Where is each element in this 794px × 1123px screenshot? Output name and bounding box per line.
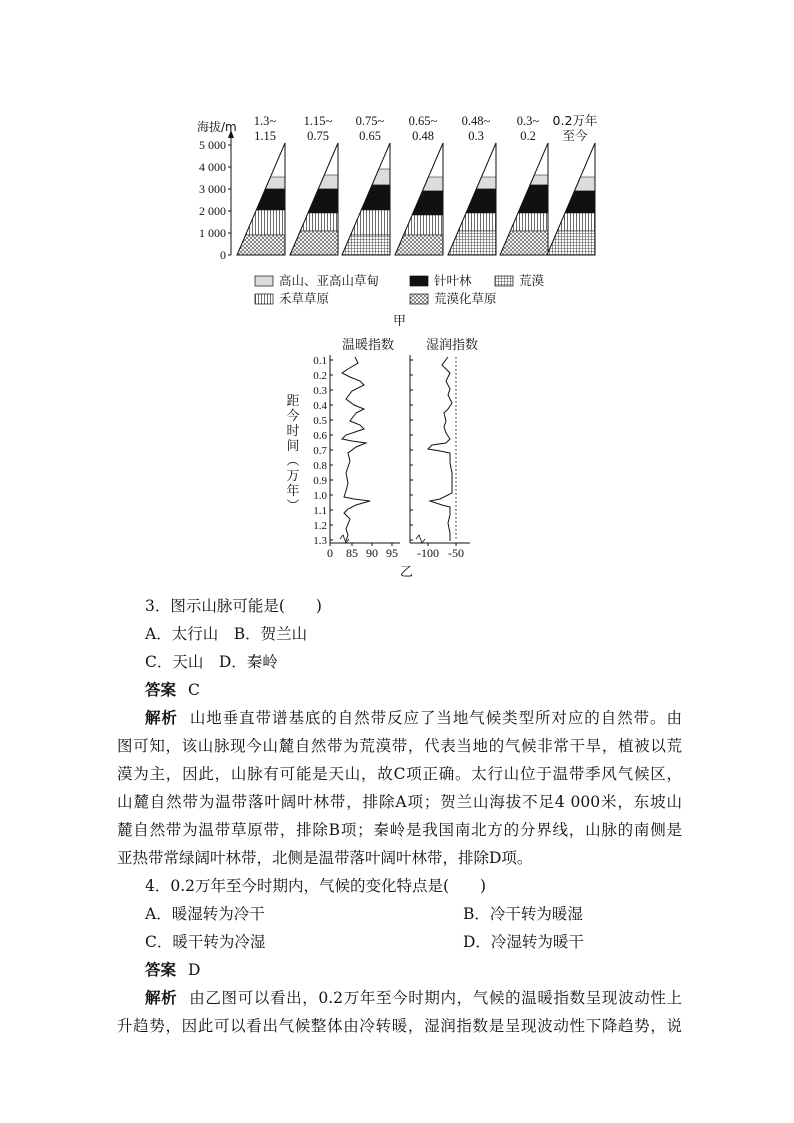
y-tick-label: 5 000 [199,138,226,152]
answer-label: 答案 [145,961,177,979]
period-label-bottom: 0.2 [520,129,536,143]
period-label-bottom: 0.65 [359,129,381,143]
q3-analysis-line: 漠为主，因此，山脉有可能是天山，故C项正确。太行山位于温带季风气候区， [117,765,682,783]
period-label-bottom: 0.3 [468,129,484,143]
period-label-bottom: 至今 [562,128,588,143]
warmth-index-title: 温暖指数 [342,338,395,353]
vegetation-band [361,185,390,210]
q4-option-b: B．冷干转为暖湿 [463,905,583,923]
climate-index-figure [280,333,505,583]
humidity-index-title: 湿润指数 [426,338,479,353]
vegetation-band [246,210,285,235]
x-tick-label: 0 [327,546,333,560]
q3-analysis-line: 麓自然带为温带草原带，排除B项；秦岭是我国南北方的分界线，山脉的南侧是 [117,821,682,839]
y-tick-label: 0.7 [313,445,327,457]
q4-options-cd [145,930,685,952]
period-label-top: 0.2万年 [552,113,598,128]
y-tick-label: 0.5 [313,415,327,427]
y-tick-label: 0.1 [313,355,327,367]
y-axis-title: 距今时间︵万年︶ [286,394,300,514]
vegetation-band [404,215,443,235]
legend-swatch-conifer [410,276,428,286]
vegetation-profile [237,143,285,255]
vegetation-band [351,210,390,235]
y-axis [197,119,237,262]
period-label-bottom: 0.48 [412,129,434,143]
answer-value: C [188,681,200,699]
vegetation-band [518,185,548,213]
legend-desert-steppe: 荒漠化草原 [434,291,497,306]
y-tick-label: 0.3 [313,385,327,397]
q3-analysis-line: 亚热带常绿阔叶林带，北侧是温带落叶阔叶林带，排除D项。 [117,849,533,867]
figure-caption-jia: 甲 [393,314,407,329]
legend-swatch-meadow [255,276,273,286]
vegetation-band [458,213,496,231]
y-tick-label: 1.0 [313,490,327,502]
legend [255,273,545,306]
q3-analysis-line: 解析 山地垂直带谱基底的自然带反应了当地气候类型所对应的自然带。由 [145,709,682,727]
q4-analysis-line: 解析 由乙图可以看出，0.2万年至今时期内，气候的温暖指数呈现波动性上 [145,989,682,1007]
q3-answer [145,678,200,700]
y-tick-label: 0.6 [313,430,327,442]
vegetation-band [510,213,548,231]
period-label-top: 0.3~ [516,114,540,128]
period-label-top: 0.75~ [355,114,385,128]
vegetation-profile [290,143,338,255]
y-tick-label: 1.3 [313,535,327,547]
legend-desert: 荒漠 [519,273,545,288]
legend-swatch-grass-steppe [255,294,273,304]
legend-swatch-desert [495,276,513,286]
answer-value: D [188,961,201,979]
y-axis-label: 海拔/m [197,120,237,134]
vegetation-band [300,213,338,231]
q4-options-ab [145,902,685,924]
vegetation-band [290,231,338,255]
vegetation-band [466,189,496,213]
q3-analysis-line: 图可知，该山脉现今山麓自然带为荒漠带，代表当地的气候非常干旱，植被以荒 [117,737,682,755]
period-label-bottom: 0.75 [307,129,329,143]
q4-analysis-line: 升趋势，因此可以看出气候整体由冷转暖，湿润指数是呈现波动性下降趋势，说 [117,1017,682,1035]
y-axis-label [286,394,299,514]
x-tick-label: 85 [346,546,358,560]
vegetation-profile [448,143,496,255]
q4-option-c: C．暖干转为冷湿 [145,933,266,951]
period-label-top: 0.65~ [408,114,438,128]
vegetation-band [530,175,548,185]
y-tick-label: 4 000 [199,160,226,174]
period-label-top: 0.48~ [461,114,491,128]
vegetation-profile [395,143,443,255]
q3-options-cd: C．天山 D．秦岭 [145,653,278,671]
warmth-index-curve [342,357,370,541]
vegetation-band [372,169,390,185]
humidity-index-curve [428,357,452,541]
y-tick-label: 1.1 [313,505,327,517]
x-tick-label: 95 [386,546,398,560]
vegetation-band [557,213,595,231]
vegetation-profile [342,143,390,255]
figure-caption-yi: 乙 [400,565,414,580]
x-tick-label: -100 [417,546,439,560]
y-tick-label: 0.2 [313,370,327,382]
vegetation-band [500,231,548,255]
y-tick-label: 1.2 [313,520,327,532]
x-tick-label: -50 [448,546,464,560]
q3-stem: 3．图示山脉可能是( ) [145,597,322,615]
x-tick-label: 90 [366,546,378,560]
y-tick-label: 1 000 [199,226,226,240]
y-tick-label: 0.9 [313,475,327,487]
y-tick-label: 0.4 [313,400,327,412]
vegetation-band [547,231,595,255]
legend-grass-steppe: 禾草草原 [279,291,330,306]
vegetation-profile [547,143,595,255]
y-tick-label: 0 [220,248,226,262]
q4-option-a: A．暖湿转为冷干 [145,905,265,923]
analysis-label: 解析 [145,989,178,1007]
period-label-top: 1.3~ [253,114,277,128]
q3-options-ab: A．太行山 B．贺兰山 [145,625,308,643]
vegetation-profile [500,143,548,255]
answer-label: 答案 [145,681,177,699]
vegetation-band [308,189,338,213]
legend-conifer: 针叶林 [434,273,472,288]
legend-meadow: 高山、亚高山草甸 [279,273,380,288]
period-label-bottom: 1.15 [254,129,276,143]
q4-option-d: D．冷湿转为暖干 [463,933,584,951]
vegetation-band [448,231,496,255]
y-tick-label: 0.8 [313,460,327,472]
y-tick-label: 3 000 [199,182,226,196]
legend-swatch-desert-steppe [410,294,428,304]
q4-answer [145,958,200,980]
period-label-top: 1.15~ [303,114,333,128]
y-tick-label: 2 000 [199,204,226,218]
q4-stem: 4．0.2万年至今时期内，气候的变化特点是( ) [145,877,487,895]
analysis-label: 解析 [145,709,178,727]
q3-analysis-line: 山麓自然带为温带落叶阔叶林带，排除A项；贺兰山海拔不足4 000米，东坡山 [117,793,682,811]
vegetation-zone-figure [185,100,615,332]
